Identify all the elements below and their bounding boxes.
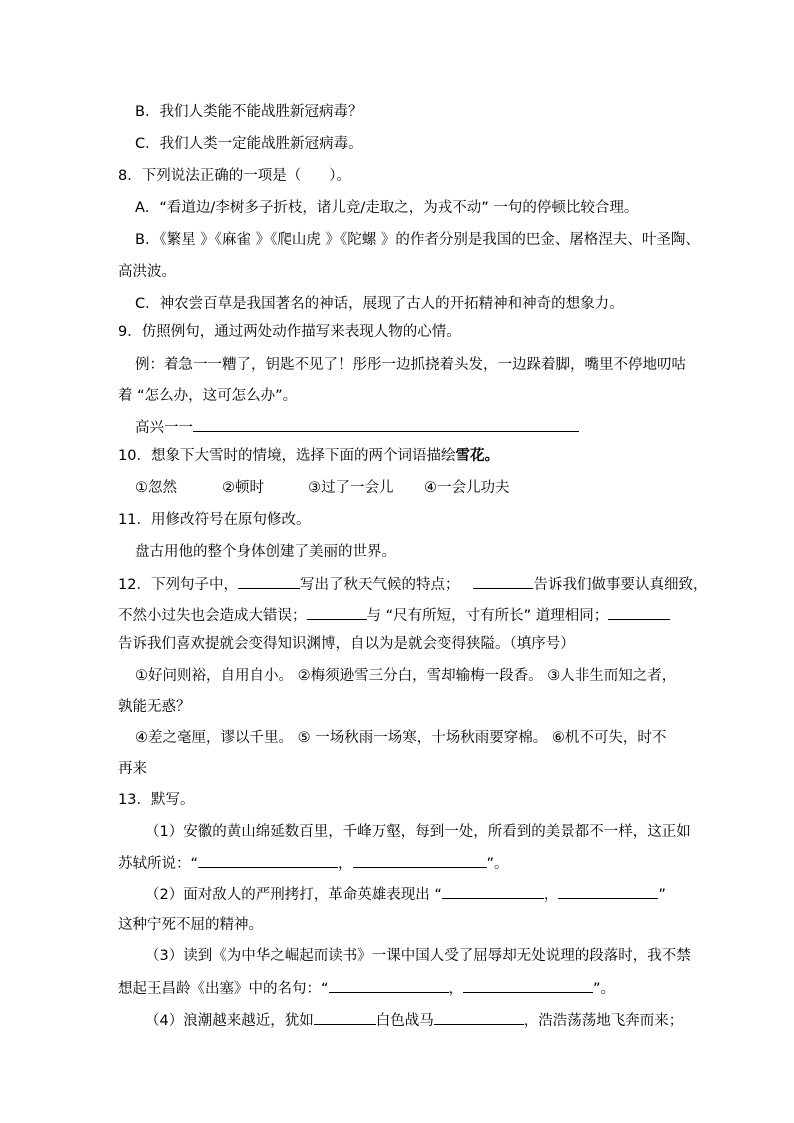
q12-line2 bbox=[118, 605, 670, 626]
q12-options-line4: 再来 bbox=[118, 761, 147, 777]
q13-part4-end: ，浩浩荡荡地飞奔而来； bbox=[523, 1013, 684, 1029]
q13-part4-line1 bbox=[145, 1010, 683, 1031]
q7-option-b: B．我们人类能不能战胜新冠病毒？ bbox=[135, 104, 363, 120]
q13-part1-prompt: 苏轼所说：“ bbox=[118, 856, 199, 872]
q9-example-line2: 着 “怎么办，这可怎么办”。 bbox=[118, 388, 298, 404]
q13-part1-line2 bbox=[118, 853, 509, 874]
q13-part1-comma: ， bbox=[338, 856, 353, 872]
q8-option-c: C．神农尝百草是我国著名的神话，展现了古人的开拓精神和神奇的想象力。 bbox=[135, 296, 624, 312]
q13-part4-blank-1[interactable] bbox=[314, 1010, 376, 1025]
q12-line3: 告诉我们喜欢提就会变得知识渊博，自以为是就会变得狭隘。（填序号） bbox=[118, 636, 575, 652]
q13-part2-blank-1[interactable] bbox=[442, 884, 544, 899]
q13-part4-middle: 白色战马 bbox=[375, 1013, 434, 1029]
q13-part3-line1: （3）读到《为中华之崛起而读书》一课中国人受了屈辱却无处说理的段落时，我不禁 bbox=[145, 948, 691, 964]
q10-stem-text: 10．想象下大雪时的情境，选择下面的两个词语描绘 bbox=[118, 448, 456, 464]
q12-blank-3[interactable] bbox=[307, 605, 367, 620]
q12-line1 bbox=[118, 574, 707, 595]
q11-sentence: 盘古用他的整个身体创建了美丽的世界。 bbox=[135, 544, 396, 560]
q12-options-line2: 孰能无惑？ bbox=[118, 699, 191, 715]
q12-stem-start: 12．下列句子中， bbox=[118, 577, 238, 593]
q10-stem-end: 。 bbox=[484, 448, 499, 464]
q13-part2-prompt: （2）面对敌人的严刑拷打，革命英雄表现出 “ bbox=[145, 887, 442, 903]
q13-part3-comma: ， bbox=[448, 981, 464, 997]
q8-option-b-line2: 高洪波。 bbox=[118, 264, 176, 280]
q13-part3-blank-2[interactable] bbox=[463, 978, 593, 993]
q8-option-b-line1: B．《繁星 》《麻雀 》《爬山虎 》《陀螺 》的作者分别是我国的巴金、屠格涅夫、叶圣陶、 bbox=[135, 232, 700, 248]
q12-blank-2[interactable] bbox=[473, 574, 533, 589]
q10-option-2: ②顿时 bbox=[222, 480, 264, 496]
q10-option-3: ③过了一会儿 bbox=[308, 480, 394, 496]
q8-stem bbox=[118, 166, 351, 186]
q13-part3-blank-1[interactable] bbox=[329, 978, 449, 993]
q10-option-4: ④一会儿功夫 bbox=[424, 480, 510, 496]
q12-text-careful: 告诉我们做事要认真细致， bbox=[533, 577, 708, 593]
q13-part4-prompt: （4）浪潮越来越近，犹如 bbox=[145, 1013, 314, 1029]
q8-option-a: A．“看道边/李树多子折枝，诸儿竞/走取之，为戎不动” 一句的停顿比较合理。 bbox=[135, 200, 639, 216]
q9-answer-line bbox=[135, 417, 579, 438]
q13-part1-blank-1[interactable] bbox=[198, 853, 338, 868]
q13-part3-close: ”。 bbox=[593, 981, 616, 997]
q12-blank-4[interactable] bbox=[608, 605, 670, 620]
q13-part1-blank-2[interactable] bbox=[353, 853, 487, 868]
q12-text-ruler: 与 “尺有所短，寸有所长” 道理相同； bbox=[366, 608, 609, 624]
q13-stem: 13．默写。 bbox=[118, 792, 195, 808]
q12-options-line3: ④差之毫厘，谬以千里。 ⑤ 一场秋雨一场寒，十场秋雨要穿棉。 ⑥机不可失，时不 bbox=[135, 730, 667, 746]
q13-part1-line1: （1）安徽的黄山绵延数百里，千峰万壑，每到一处，所看到的美景都不一样，这正如 bbox=[145, 824, 691, 840]
q9-example-line1: 例：着急一一糟了，钥匙不见了！彤彤一边抓挠着头发，一边跺着脚，嘴里不停地叨咕 bbox=[135, 357, 686, 373]
q13-part1-close: ”。 bbox=[486, 856, 509, 872]
q12-blank-1[interactable] bbox=[238, 574, 300, 589]
q13-part2-close: ” bbox=[658, 887, 666, 903]
q13-part2-blank-2[interactable] bbox=[558, 884, 658, 899]
q9-answer-blank[interactable] bbox=[193, 417, 579, 432]
q11-stem: 11．用修改符号在原句修改。 bbox=[118, 512, 311, 528]
q8-stem-close: ）。 bbox=[329, 168, 351, 184]
q13-part3-prompt: 想起王昌龄《出塞》中的名句：“ bbox=[118, 981, 329, 997]
q10-stem bbox=[118, 446, 499, 466]
q7-option-c: C．我们人类一定能战胜新冠病毒。 bbox=[135, 136, 363, 152]
q9-stem: 9．仿照例句，通过两处动作描写来表现人物的心情。 bbox=[118, 324, 461, 340]
q13-part4-blank-2[interactable] bbox=[434, 1010, 524, 1025]
q12-options-line1: ①好问则裕，自用自小。 ②梅须逊雪三分白，雪却输梅一段香。 ③人非生而知之者， bbox=[135, 668, 677, 684]
q10-stem-keyword: 雪花 bbox=[455, 448, 485, 464]
q13-part2-line2: 这种宁死不屈的精神。 bbox=[118, 917, 263, 933]
q10-option-1: ①忽然 bbox=[135, 480, 177, 496]
q13-part3-line2 bbox=[118, 978, 615, 999]
q13-part2-line1 bbox=[145, 884, 666, 905]
q12-text-autumn: 写出了秋天气候的特点； bbox=[299, 577, 460, 593]
q9-prompt: 高兴一一 bbox=[135, 420, 193, 436]
q8-stem-text: 8．下列说法正确的一项是（ bbox=[118, 168, 302, 184]
q12-text-mistake: 不然小过失也会造成大错误； bbox=[118, 608, 307, 624]
q13-part2-comma: ， bbox=[543, 887, 559, 903]
